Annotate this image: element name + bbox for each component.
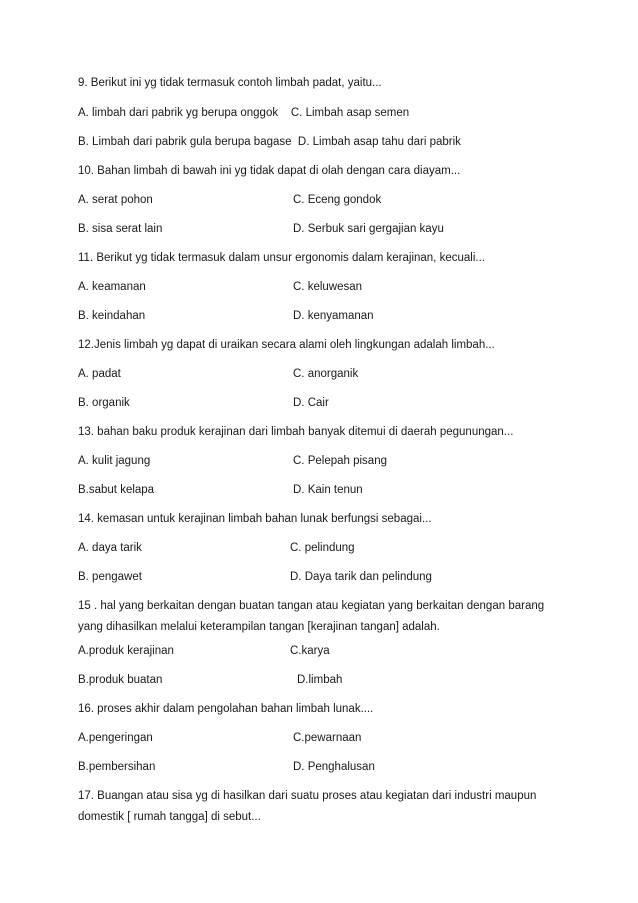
option-d: D. Cair — [293, 397, 329, 409]
option-d: D. Serbuk sari gergajian kayu — [293, 223, 444, 235]
question-14: 14. kemasan untuk kerajinan limbah bahan lunak berfungsi sebagai... — [78, 513, 432, 525]
question-11: 11. Berikut yg tidak termasuk dalam unsur ergonomis dalam kerajinan, kecuali... — [78, 252, 485, 264]
option-a: A. padat — [78, 368, 121, 380]
question-12: 12.Jenis limbah yg dapat di uraikan secara alami oleh lingkungan adalah limbah... — [78, 339, 495, 351]
option-b: B.produk buatan — [78, 674, 163, 686]
option-c: C. Pelepah pisang — [293, 455, 387, 467]
option-c: C.pewarnaan — [293, 732, 362, 744]
option-c: C. keluwesan — [293, 281, 363, 293]
options-row-1: A. limbah dari pabrik yg berupa onggok C. Limbah asap semen — [78, 107, 410, 119]
option-d: D. Daya tarik dan pelindung — [290, 571, 432, 583]
option-c: C. pelindung — [290, 542, 355, 554]
option-d: D. Kain tenun — [293, 484, 363, 496]
option-a: A. serat pohon — [78, 194, 153, 206]
question-13: 13. bahan baku produk kerajinan dari limbah banyak ditemui di daerah pegunungan... — [78, 426, 514, 438]
option-a: A. daya tarik — [78, 542, 142, 554]
option-d: D.limbah — [297, 674, 343, 686]
question-9: 9. Berikut ini yg tidak termasuk contoh limbah padat, yaitu... — [78, 77, 382, 89]
option-b: B. keindahan — [78, 310, 146, 322]
option-b: B.sabut kelapa — [78, 484, 155, 496]
question-15: 15 . hal yang berkaitan dengan buatan tangan atau kegiatan yang berkaitan dengan barang yang dihasilkan melalui keterampilan tangan [kerajinan tangan] adalah. — [78, 600, 545, 633]
option-c: C.karya — [290, 645, 330, 657]
option-a: A.pengeringan — [78, 732, 153, 744]
option-a: A.produk kerajinan — [78, 645, 174, 657]
option-d: D. kenyamanan — [293, 310, 374, 322]
question-16: 16. proses akhir dalam pengolahan bahan limbah lunak.... — [78, 703, 374, 715]
option-b: B. organik — [78, 397, 130, 409]
question-10: 10. Bahan limbah di bawah ini yg tidak dapat di olah dengan cara diayam... — [78, 165, 461, 177]
option-c: C. Eceng gondok — [293, 194, 382, 206]
option-d: D. Penghalusan — [293, 761, 375, 773]
option-a: A. kulit jagung — [78, 455, 151, 467]
option-b: B. pengawet — [78, 571, 142, 583]
option-a: A. keamanan — [78, 281, 146, 293]
question-17: 17. Buangan atau sisa yg di hasilkan dari suatu proses atau kegiatan dari industri maupun domestik [ rumah tangga] di sebut... — [78, 790, 537, 823]
option-b: B. sisa serat lain — [78, 223, 163, 235]
option-c: C. anorganik — [293, 368, 359, 380]
options-row-2: B. Limbah dari pabrik gula berupa bagase D. Limbah asap tahu dari pabrik — [78, 136, 461, 148]
option-b: B.pembersihan — [78, 761, 156, 773]
